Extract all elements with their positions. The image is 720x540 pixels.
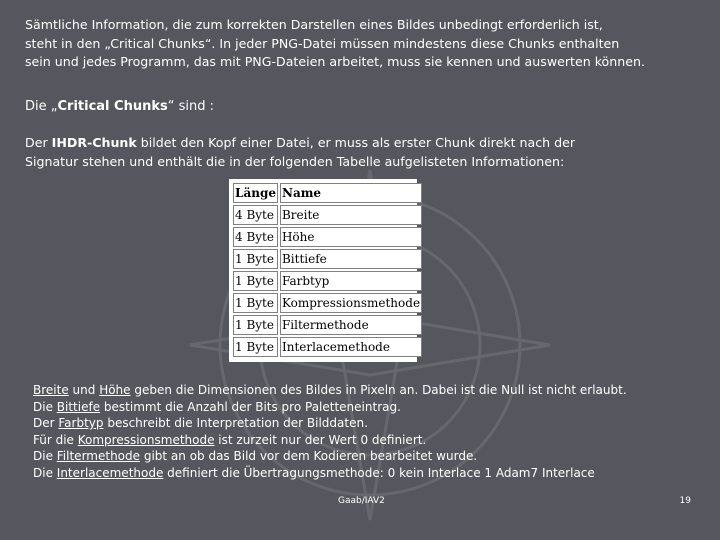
ihdr-pre: Der <box>25 135 52 150</box>
desc-term: Farbtyp <box>58 416 104 431</box>
desc-term: Bittiefe <box>56 399 101 414</box>
desc-rest: geben die Dimensionen des Bildes in Pixeln an. Dabei ist die Null ist nicht erlaubt. <box>130 383 627 397</box>
desc-rest: bestimmt die Anzahl der Bits pro Paletteneintrag. <box>100 399 401 414</box>
desc-term: Kompressionsmethode <box>77 432 215 447</box>
ihdr-table <box>231 181 424 359</box>
intro-line: sein und jedes Programm, das mit PNG-Dateien arbeitet, muss sie kennen und auswerten können. <box>25 54 645 69</box>
description-line <box>33 466 595 480</box>
critical-chunks-term: Critical Chunks <box>57 99 168 114</box>
cell-name: Bittiefe <box>280 249 422 269</box>
table-row <box>233 271 422 291</box>
cell-length: 1 Byte <box>233 249 278 269</box>
desc-rest: beschreibt die Interpretation der Bilddaten. <box>103 416 368 431</box>
critical-heading-post: “ sind : <box>167 99 214 114</box>
cell-name: Filtermethode <box>280 315 422 335</box>
ihdr-line2: Signatur stehen und enthält die in der folgenden Tabelle aufgelisteten Informationen: <box>25 153 565 169</box>
header-name: Name <box>280 183 422 203</box>
header-length: Länge <box>233 183 278 203</box>
table-row <box>233 293 422 313</box>
desc-mid: und <box>68 383 100 397</box>
desc-pre: Die <box>33 399 57 414</box>
desc-rest: definiert die Übertragungsmethode: 0 kein Interlace 1 Adam7 Interlace <box>163 465 595 480</box>
description-line <box>33 416 368 430</box>
ihdr-term: IHDR-Chunk <box>51 135 137 150</box>
footer-author: Gaab/IAV2 <box>338 496 385 506</box>
cell-length: 4 Byte <box>233 227 278 247</box>
cell-length: 1 Byte <box>233 315 278 335</box>
intro-paragraph <box>25 16 645 72</box>
desc-term: Breite <box>33 383 69 397</box>
cell-length: 1 Byte <box>233 271 278 291</box>
field-descriptions <box>33 382 627 482</box>
desc-pre: Die <box>33 449 57 464</box>
description-line <box>33 449 477 463</box>
desc-term: Interlacemethode <box>56 465 164 480</box>
description-line <box>33 383 627 397</box>
desc-rest: gibt an ob das Bild vor dem Kodieren bearbeitet wurde. <box>140 449 478 464</box>
table-row <box>233 337 422 357</box>
desc-term: Höhe <box>99 383 131 397</box>
ihdr-paragraph <box>25 134 575 171</box>
table-row <box>233 315 422 335</box>
cell-name: Höhe <box>280 227 422 247</box>
table-row <box>233 227 422 247</box>
page-number: 19 <box>679 496 691 506</box>
cell-name: Kompressionsmethode <box>280 293 422 313</box>
description-line <box>33 400 401 414</box>
cell-name: Breite <box>280 205 422 225</box>
desc-pre: Der <box>33 416 59 431</box>
ihdr-line1-rest: bildet den Kopf einer Datei, er muss als erster Chunk direkt nach der <box>136 135 576 150</box>
desc-term: Filtermethode <box>56 449 141 464</box>
intro-line: Sämtliche Information, die zum korrekten Darstellen eines Bildes unbedingt erforderlich ist, <box>25 17 603 32</box>
table-row <box>233 249 422 269</box>
cell-length: 4 Byte <box>233 205 278 225</box>
description-line <box>33 433 426 447</box>
cell-name: Farbtyp <box>280 271 422 291</box>
table-row <box>233 205 422 225</box>
cell-length: 1 Byte <box>233 293 278 313</box>
cell-name: Interlacemethode <box>280 337 422 357</box>
critical-heading-pre: Die „ <box>25 99 58 114</box>
ihdr-table-panel <box>229 179 421 362</box>
desc-pre: Für die <box>33 432 78 447</box>
table-header-row <box>233 183 422 203</box>
intro-line: steht in den „Critical Chunks“. In jeder PNG-Datei müssen mindestens diese Chunks enthalten <box>25 35 620 51</box>
cell-length: 1 Byte <box>233 337 278 357</box>
desc-pre: Die <box>33 465 57 480</box>
desc-rest: ist zurzeit nur der Wert 0 definiert. <box>214 432 427 447</box>
critical-chunks-heading <box>25 98 214 117</box>
